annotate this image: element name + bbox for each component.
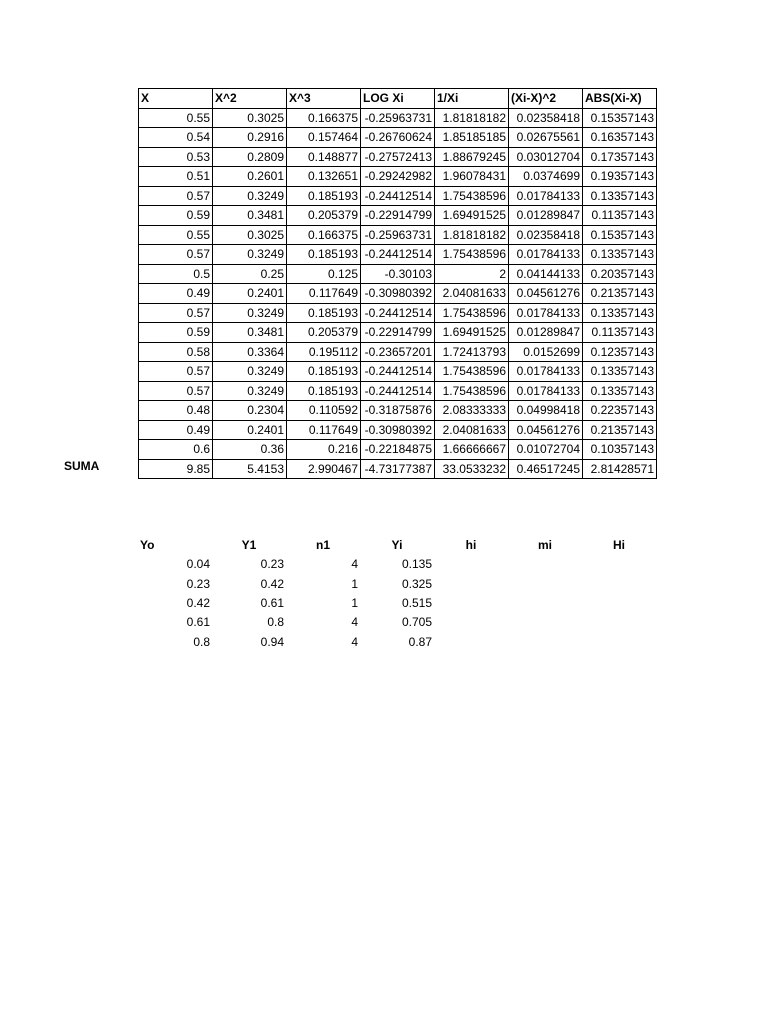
table-cell[interactable]: -0.29242982 xyxy=(361,167,435,187)
frequency-cell[interactable]: 0.8 xyxy=(193,634,210,649)
table-cell[interactable]: 0.195112 xyxy=(287,342,361,362)
table-cell[interactable]: 0.132651 xyxy=(287,167,361,187)
table-cell[interactable]: 0.01784133 xyxy=(509,303,583,323)
table-row xyxy=(139,284,657,304)
table-cell[interactable]: 0.55 xyxy=(139,108,213,128)
table-cell[interactable]: 0.57 xyxy=(139,303,213,323)
table-cell[interactable]: 0.3249 xyxy=(213,381,287,401)
table-cell[interactable]: -0.24412514 xyxy=(361,362,435,382)
table-row xyxy=(139,206,657,226)
table-cell[interactable]: 0.02358418 xyxy=(509,108,583,128)
table-row xyxy=(139,401,657,421)
frequency-cell[interactable]: 0.135 xyxy=(401,557,432,572)
table-cell[interactable]: 0.3481 xyxy=(213,323,287,343)
table-cell[interactable]: 2 xyxy=(435,264,509,284)
table-cell[interactable]: -0.26760624 xyxy=(361,128,435,148)
frequency-cell[interactable] xyxy=(508,575,582,594)
table-cell[interactable]: 0.2304 xyxy=(213,401,287,421)
table-cell[interactable]: 0.117649 xyxy=(287,420,361,440)
table-cell[interactable]: 0.13357143 xyxy=(583,245,657,265)
table-cell[interactable]: 0.3364 xyxy=(213,342,287,362)
frequency-cell[interactable]: 4 xyxy=(351,557,358,572)
frequency-cell[interactable]: 4 xyxy=(351,634,358,649)
table-cell[interactable]: 0.11357143 xyxy=(583,323,657,343)
table-row xyxy=(139,264,657,284)
table-cell[interactable]: 0.48 xyxy=(139,401,213,421)
table-cell[interactable]: 0.01289847 xyxy=(509,206,583,226)
table-row xyxy=(139,186,657,206)
frequency-column-header[interactable]: mi xyxy=(537,538,552,553)
table-cell[interactable]: 0.21357143 xyxy=(583,284,657,304)
data-table xyxy=(138,88,657,479)
table-cell[interactable]: 0.01784133 xyxy=(509,362,583,382)
frequency-cell[interactable] xyxy=(582,575,656,594)
table-cell[interactable]: 0.55 xyxy=(139,225,213,245)
table-cell[interactable]: 1.75438596 xyxy=(435,186,509,206)
table-cell[interactable]: -0.24412514 xyxy=(361,303,435,323)
column-header[interactable]: X xyxy=(139,89,213,109)
frequency-cell[interactable] xyxy=(508,632,582,651)
frequency-cell[interactable]: 4 xyxy=(351,615,358,630)
table-cell[interactable]: 0.49 xyxy=(139,420,213,440)
table-cell[interactable]: -0.24412514 xyxy=(361,381,435,401)
sum-cell[interactable]: -4.73177387 xyxy=(361,459,435,479)
table-cell[interactable]: 2.04081633 xyxy=(435,420,509,440)
table-cell[interactable]: 0.166375 xyxy=(287,225,361,245)
table-cell[interactable]: -0.23657201 xyxy=(361,342,435,362)
table-cell[interactable]: 0.59 xyxy=(139,323,213,343)
frequency-cell[interactable] xyxy=(582,555,656,574)
table-row xyxy=(139,381,657,401)
table-cell[interactable]: 0.19357143 xyxy=(583,167,657,187)
table-cell[interactable]: 0.205379 xyxy=(287,323,361,343)
table-cell[interactable]: 0.166375 xyxy=(287,108,361,128)
table-cell[interactable]: 0.5 xyxy=(139,264,213,284)
table-cell[interactable]: 1.81818182 xyxy=(435,108,509,128)
table-cell[interactable]: 1.66666667 xyxy=(435,440,509,460)
table-cell[interactable]: 0.57 xyxy=(139,245,213,265)
frequency-cell[interactable]: 0.04 xyxy=(186,557,210,572)
frequency-cell[interactable] xyxy=(434,594,508,613)
frequency-column-header[interactable]: Y1 xyxy=(241,538,257,553)
table-cell[interactable]: 2.04081633 xyxy=(435,284,509,304)
table-cell[interactable]: 0.04998418 xyxy=(509,401,583,421)
table-cell[interactable]: 0.0152699 xyxy=(509,342,583,362)
table-cell[interactable]: 0.2809 xyxy=(213,147,287,167)
table-cell[interactable]: -0.24412514 xyxy=(361,186,435,206)
column-header[interactable]: ABS(Xi-X) xyxy=(583,89,657,109)
table-cell[interactable]: 0.11357143 xyxy=(583,206,657,226)
table-cell[interactable]: 0.157464 xyxy=(287,128,361,148)
table-cell[interactable]: 0.01784133 xyxy=(509,245,583,265)
frequency-cell[interactable]: 0.94 xyxy=(260,634,284,649)
table-cell[interactable]: -0.24412514 xyxy=(361,245,435,265)
table-cell[interactable]: 0.25 xyxy=(213,264,287,284)
table-cell[interactable]: 0.3249 xyxy=(213,186,287,206)
table-cell[interactable]: -0.22914799 xyxy=(361,323,435,343)
table-cell[interactable]: 0.0374699 xyxy=(509,167,583,187)
table-cell[interactable]: -0.27572413 xyxy=(361,147,435,167)
frequency-column-header[interactable]: Yi xyxy=(391,538,403,553)
frequency-row xyxy=(138,594,656,613)
table-cell[interactable]: 0.03012704 xyxy=(509,147,583,167)
frequency-cell[interactable]: 0.23 xyxy=(186,576,210,591)
table-cell[interactable]: 0.58 xyxy=(139,342,213,362)
frequency-cell[interactable]: 0.705 xyxy=(401,615,432,630)
sum-cell[interactable]: 9.85 xyxy=(139,459,213,479)
frequency-cell[interactable]: 0.8 xyxy=(267,615,284,630)
frequency-cell[interactable] xyxy=(508,594,582,613)
table-cell[interactable]: 0.54 xyxy=(139,128,213,148)
table-cell[interactable]: 0.2916 xyxy=(213,128,287,148)
table-row xyxy=(139,323,657,343)
table-row xyxy=(139,342,657,362)
frequency-column-header[interactable]: Yo xyxy=(140,538,155,553)
frequency-row xyxy=(138,555,656,574)
table-cell[interactable]: 0.3249 xyxy=(213,362,287,382)
table-cell[interactable]: 0.16357143 xyxy=(583,128,657,148)
frequency-cell[interactable] xyxy=(434,555,508,574)
table-row xyxy=(139,225,657,245)
table-cell[interactable]: 0.185193 xyxy=(287,362,361,382)
table-row xyxy=(139,440,657,460)
frequency-cell[interactable]: 1 xyxy=(351,576,358,591)
table-cell[interactable]: -0.25963731 xyxy=(361,225,435,245)
frequency-cell[interactable]: 0.23 xyxy=(260,557,284,572)
sum-label: SUMA xyxy=(64,459,100,473)
frequency-row xyxy=(138,575,656,594)
table-cell[interactable]: 0.57 xyxy=(139,186,213,206)
table-cell[interactable]: 0.36 xyxy=(213,440,287,460)
table-cell[interactable]: 0.53 xyxy=(139,147,213,167)
frequency-cell[interactable] xyxy=(508,613,582,632)
frequency-row xyxy=(138,613,656,632)
sum-cell[interactable]: 2.81428571 xyxy=(583,459,657,479)
header-row xyxy=(139,89,657,109)
frequency-cell[interactable] xyxy=(508,555,582,574)
table-cell[interactable]: 0.01072704 xyxy=(509,440,583,460)
frequency-cell[interactable]: 0.87 xyxy=(408,634,432,649)
table-cell[interactable]: 0.6 xyxy=(139,440,213,460)
table-cell[interactable]: 0.04561276 xyxy=(509,284,583,304)
frequency-cell[interactable] xyxy=(434,575,508,594)
table-cell[interactable]: 0.185193 xyxy=(287,381,361,401)
table-cell[interactable]: -0.22184875 xyxy=(361,440,435,460)
table-cell[interactable]: 0.01784133 xyxy=(509,381,583,401)
frequency-cell[interactable] xyxy=(434,613,508,632)
table-cell[interactable]: 1.81818182 xyxy=(435,225,509,245)
table-cell[interactable]: 0.04561276 xyxy=(509,420,583,440)
table-cell[interactable]: 1.75438596 xyxy=(435,362,509,382)
table-cell[interactable]: 0.04144133 xyxy=(509,264,583,284)
frequency-cell[interactable] xyxy=(582,613,656,632)
table-cell[interactable]: 0.59 xyxy=(139,206,213,226)
table-cell[interactable]: 0.3481 xyxy=(213,206,287,226)
frequency-cell[interactable]: 0.61 xyxy=(186,615,210,630)
table-cell[interactable]: 1.88679245 xyxy=(435,147,509,167)
table-cell[interactable]: 0.51 xyxy=(139,167,213,187)
table-cell[interactable]: -0.31875876 xyxy=(361,401,435,421)
table-cell[interactable]: 0.13357143 xyxy=(583,186,657,206)
sum-cell[interactable]: 2.990467 xyxy=(287,459,361,479)
table-row xyxy=(139,108,657,128)
frequency-column-header[interactable]: n1 xyxy=(315,538,330,553)
sum-cell[interactable]: 5.4153 xyxy=(213,459,287,479)
table-cell[interactable]: 0.185193 xyxy=(287,186,361,206)
table-cell[interactable]: 0.01289847 xyxy=(509,323,583,343)
table-cell[interactable]: 0.15357143 xyxy=(583,225,657,245)
frequency-cell[interactable] xyxy=(582,594,656,613)
table-cell[interactable]: 1.69491525 xyxy=(435,323,509,343)
table-cell[interactable]: 0.02358418 xyxy=(509,225,583,245)
table-cell[interactable]: 2.08333333 xyxy=(435,401,509,421)
frequency-cell[interactable]: 0.515 xyxy=(401,596,432,611)
table-cell[interactable]: 0.13357143 xyxy=(583,381,657,401)
column-header[interactable]: (Xi-X)^2 xyxy=(509,89,583,109)
table-cell[interactable]: -0.22914799 xyxy=(361,206,435,226)
frequency-table xyxy=(138,536,656,652)
table-row xyxy=(139,245,657,265)
table-cell[interactable]: 0.57 xyxy=(139,362,213,382)
frequency-row xyxy=(138,632,656,651)
table-row xyxy=(139,420,657,440)
table-cell[interactable]: 0.3249 xyxy=(213,303,287,323)
table-cell[interactable]: 0.2401 xyxy=(213,420,287,440)
table-cell[interactable]: 1.72413793 xyxy=(435,342,509,362)
frequency-cell[interactable]: 1 xyxy=(351,596,358,611)
column-header[interactable]: X^2 xyxy=(213,89,287,109)
table-cell[interactable]: 0.01784133 xyxy=(509,186,583,206)
frequency-cell[interactable]: 0.61 xyxy=(260,596,284,611)
table-cell[interactable]: 0.216 xyxy=(287,440,361,460)
column-header[interactable]: X^3 xyxy=(287,89,361,109)
frequency-header-row xyxy=(138,536,656,555)
table-cell[interactable]: 0.21357143 xyxy=(583,420,657,440)
table-cell[interactable]: 0.49 xyxy=(139,284,213,304)
table-cell[interactable]: 0.20357143 xyxy=(583,264,657,284)
table-cell[interactable]: -0.30103 xyxy=(361,264,435,284)
frequency-column-header[interactable]: Hi xyxy=(613,538,625,553)
table-cell[interactable]: -0.25963731 xyxy=(361,108,435,128)
table-cell[interactable]: -0.30980392 xyxy=(361,284,435,304)
table-cell[interactable]: 0.10357143 xyxy=(583,440,657,460)
table-cell[interactable]: 0.110592 xyxy=(287,401,361,421)
table-cell[interactable]: 0.3025 xyxy=(213,108,287,128)
sum-row xyxy=(139,459,657,479)
table-cell[interactable]: 1.96078431 xyxy=(435,167,509,187)
table-cell[interactable]: 0.185193 xyxy=(287,245,361,265)
table-row xyxy=(139,303,657,323)
frequency-cell[interactable] xyxy=(582,632,656,651)
table-row xyxy=(139,128,657,148)
table-cell[interactable]: 0.2401 xyxy=(213,284,287,304)
table-cell[interactable]: 0.2601 xyxy=(213,167,287,187)
table-cell[interactable]: 0.57 xyxy=(139,381,213,401)
frequency-cell[interactable] xyxy=(434,632,508,651)
table-cell[interactable]: 0.12357143 xyxy=(583,342,657,362)
table-cell[interactable]: 0.13357143 xyxy=(583,362,657,382)
table-cell[interactable]: 0.13357143 xyxy=(583,303,657,323)
table-row xyxy=(139,167,657,187)
sum-cell[interactable]: 0.46517245 xyxy=(509,459,583,479)
table-cell[interactable]: 0.125 xyxy=(287,264,361,284)
column-header[interactable]: LOG Xi xyxy=(361,89,435,109)
table-cell[interactable]: 0.17357143 xyxy=(583,147,657,167)
table-cell[interactable]: 0.22357143 xyxy=(583,401,657,421)
table-cell[interactable]: 0.15357143 xyxy=(583,108,657,128)
table-cell[interactable]: 0.185193 xyxy=(287,303,361,323)
table-row xyxy=(139,362,657,382)
table-cell[interactable]: 1.75438596 xyxy=(435,381,509,401)
table-cell[interactable]: 0.117649 xyxy=(287,284,361,304)
table-cell[interactable]: 0.3249 xyxy=(213,245,287,265)
sum-cell[interactable]: 33.0533232 xyxy=(435,459,509,479)
frequency-cell[interactable]: 0.325 xyxy=(401,576,432,591)
table-cell[interactable]: -0.30980392 xyxy=(361,420,435,440)
table-cell[interactable]: 1.75438596 xyxy=(435,303,509,323)
frequency-column-header[interactable]: hi xyxy=(465,538,477,553)
table-row xyxy=(139,147,657,167)
table-cell[interactable]: 0.205379 xyxy=(287,206,361,226)
table-cell[interactable]: 1.85185185 xyxy=(435,128,509,148)
table-cell[interactable]: 0.3025 xyxy=(213,225,287,245)
frequency-cell[interactable]: 0.42 xyxy=(260,576,284,591)
table-cell[interactable]: 1.75438596 xyxy=(435,245,509,265)
table-cell[interactable]: 0.02675561 xyxy=(509,128,583,148)
table-cell[interactable]: 0.148877 xyxy=(287,147,361,167)
frequency-cell[interactable]: 0.42 xyxy=(186,596,210,611)
table-cell[interactable]: 1.69491525 xyxy=(435,206,509,226)
column-header[interactable]: 1/Xi xyxy=(435,89,509,109)
